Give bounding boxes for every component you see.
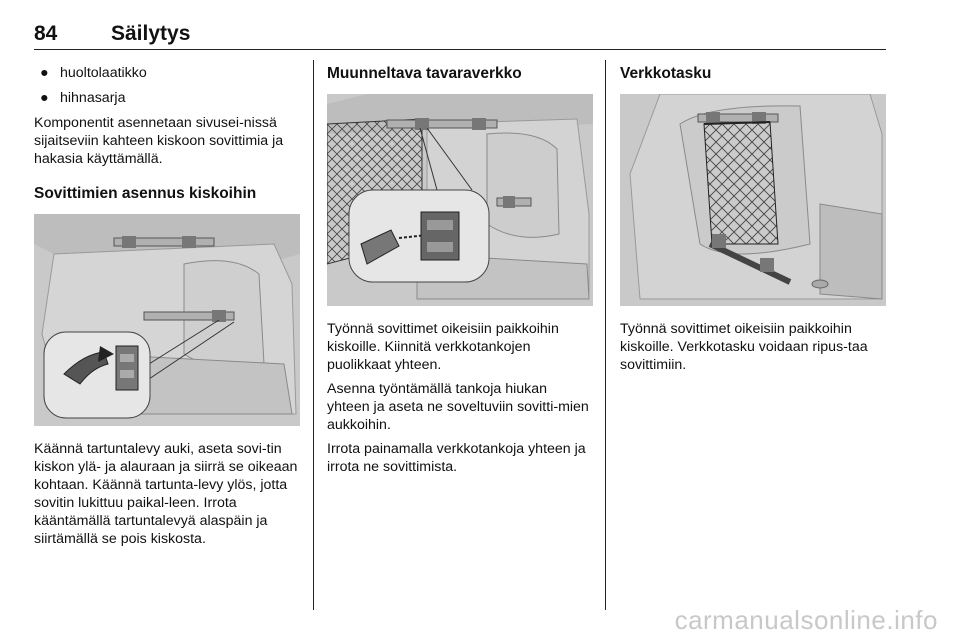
section-heading: Muunneltava tavaraverkko	[327, 65, 522, 82]
list-item: ● hihnasarja	[40, 90, 126, 106]
figure-net-pocket	[620, 94, 886, 306]
intro-paragraph: Komponentit asennetaan sivusei-nissä sijaitseviin kahteen kiskoon sovittimia ja hakasia käyttämällä.	[34, 115, 284, 167]
bullet-text: hihnasarja	[60, 90, 126, 106]
column-divider-1	[313, 60, 314, 610]
paragraph: Työnnä sovittimet oikeisiin paikkoihin kiskoille. Verkkotasku voidaan ripus-taa sovittimiin.	[620, 321, 868, 373]
page-header	[34, 22, 886, 50]
watermark: carmanualsonline.info	[674, 605, 938, 635]
column-1	[34, 64, 300, 554]
bullet-list	[34, 64, 300, 107]
section-heading: Sovittimien asennus kiskoihin	[34, 185, 257, 202]
bullet-text: huoltolaatikko	[60, 65, 147, 81]
paragraph: Irrota painamalla verkkotankoja yhteen ja irrota ne sovittimista.	[327, 441, 586, 475]
figure-cargo-net	[327, 94, 593, 306]
figure-caption: Käännä tartuntalevy auki, aseta sovi-tin kiskon ylä- ja alauraan ja siirrä se oikeaan kohtaan. Käännä tartunta-levy ylös, jotta sovitin lukittuu paikal-leen. Irrota kääntämällä tartuntalevyä alaspäin ja siirtämällä se pois kiskosta.	[34, 441, 298, 547]
column-3	[620, 64, 886, 380]
paragraph: Työnnä sovittimet oikeisiin paikkoihin kiskoille. Kiinnitä verkkotankojen puolikkaat yhteen.	[327, 321, 559, 373]
section-heading: Verkkotasku	[620, 65, 712, 82]
list-item: ● huoltolaatikko	[40, 65, 147, 81]
column-divider-2	[605, 60, 606, 610]
figure-adapter-installation	[34, 214, 300, 426]
chapter-title: Säilytys	[111, 22, 191, 45]
column-2	[327, 64, 593, 482]
page-number: 84	[34, 22, 58, 45]
paragraph: Asenna työntämällä tankoja hiukan yhteen ja aseta ne soveltuviin sovitti-mien aukkoihin.	[327, 381, 589, 433]
header-rule	[34, 49, 886, 50]
